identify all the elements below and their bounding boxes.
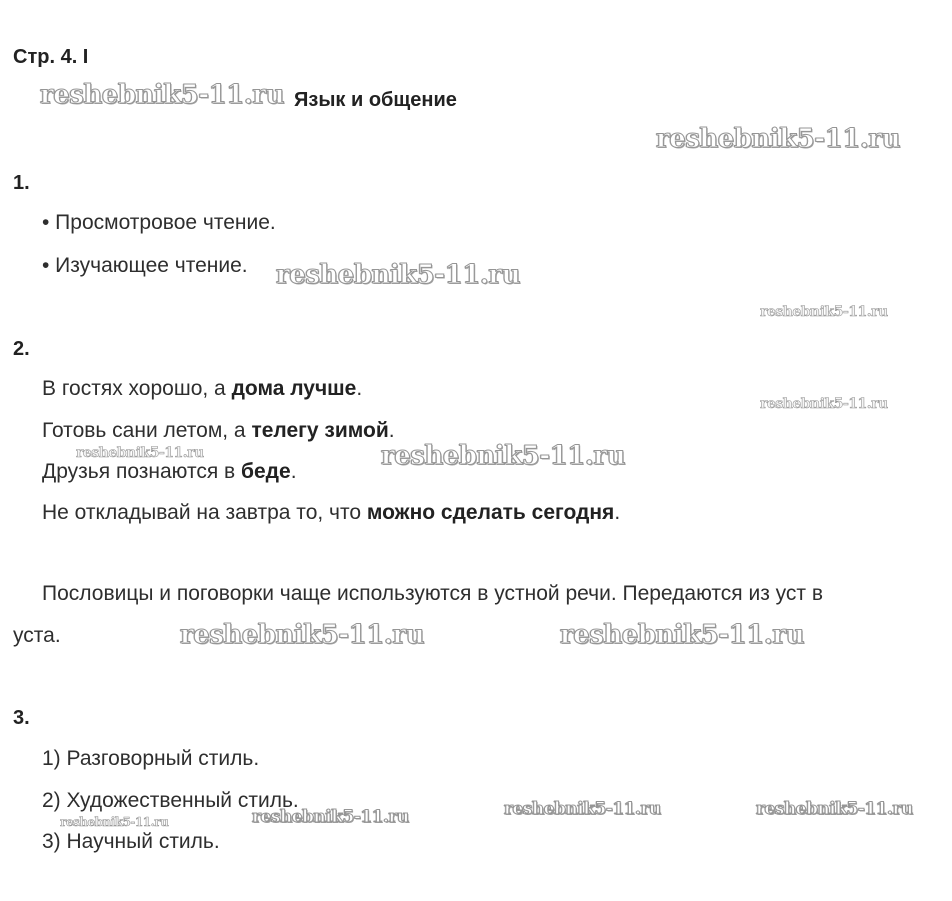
- watermark: reshebnik5-11.ru: [180, 620, 425, 650]
- proverb-end: .: [388, 419, 395, 442]
- proverb-text: Готовь сани летом, а: [42, 419, 252, 442]
- watermark: reshebnik5-11.ru: [504, 799, 661, 819]
- proverb-emphasis: можно сделать сегодня: [366, 501, 615, 524]
- proverb-emphasis: телегу зимой: [251, 419, 389, 442]
- watermark: reshebnik5-11.ru: [252, 807, 409, 827]
- page-title: Язык и общение: [294, 89, 457, 111]
- watermark: reshebnik5-11.ru: [656, 124, 901, 154]
- proverb-emphasis: дома лучше: [231, 377, 357, 400]
- proverb-line: [42, 460, 297, 484]
- watermark: reshebnik5-11.ru: [381, 441, 626, 471]
- task-1-item: • Изучающее чтение.: [42, 254, 248, 277]
- task-2-number: 2.: [13, 338, 30, 360]
- watermark: reshebnik5-11.ru: [276, 260, 521, 290]
- proverb-line: [42, 419, 395, 443]
- proverb-line: [42, 377, 362, 401]
- explanation-paragraph: Пословицы и поговорки чаще используются в устной речи. Передаются из уст в: [42, 582, 824, 605]
- proverb-text: Друзья познаются в: [42, 460, 242, 483]
- proverb-text: В гостях хорошо, а: [42, 377, 232, 400]
- task-1-item: • Просмотровое чтение.: [42, 211, 276, 234]
- watermark: reshebnik5-11.ru: [76, 445, 204, 461]
- proverb-emphasis: беде: [241, 460, 291, 483]
- explanation-paragraph-end: уста.: [13, 624, 61, 647]
- watermark: reshebnik5-11.ru: [40, 80, 285, 110]
- page-header: Стр. 4. I: [13, 46, 89, 68]
- task-3-item: 3) Научный стиль.: [42, 830, 220, 853]
- task-3-item: 2) Художественный стиль.: [42, 789, 299, 812]
- task-3-number: 3.: [13, 707, 30, 729]
- task-3-item: 1) Разговорный стиль.: [42, 747, 260, 770]
- proverb-text: Не откладывай на завтра то, что: [42, 501, 367, 524]
- proverb-line: [42, 501, 620, 525]
- watermark: reshebnik5-11.ru: [60, 815, 169, 829]
- watermark: reshebnik5-11.ru: [760, 304, 888, 320]
- task-1-number: 1.: [13, 172, 30, 194]
- watermark: reshebnik5-11.ru: [760, 396, 888, 412]
- watermark: reshebnik5-11.ru: [560, 620, 805, 650]
- proverb-end: .: [614, 501, 621, 524]
- proverb-end: .: [290, 460, 297, 483]
- proverb-end: .: [356, 377, 363, 400]
- watermark: reshebnik5-11.ru: [756, 799, 913, 819]
